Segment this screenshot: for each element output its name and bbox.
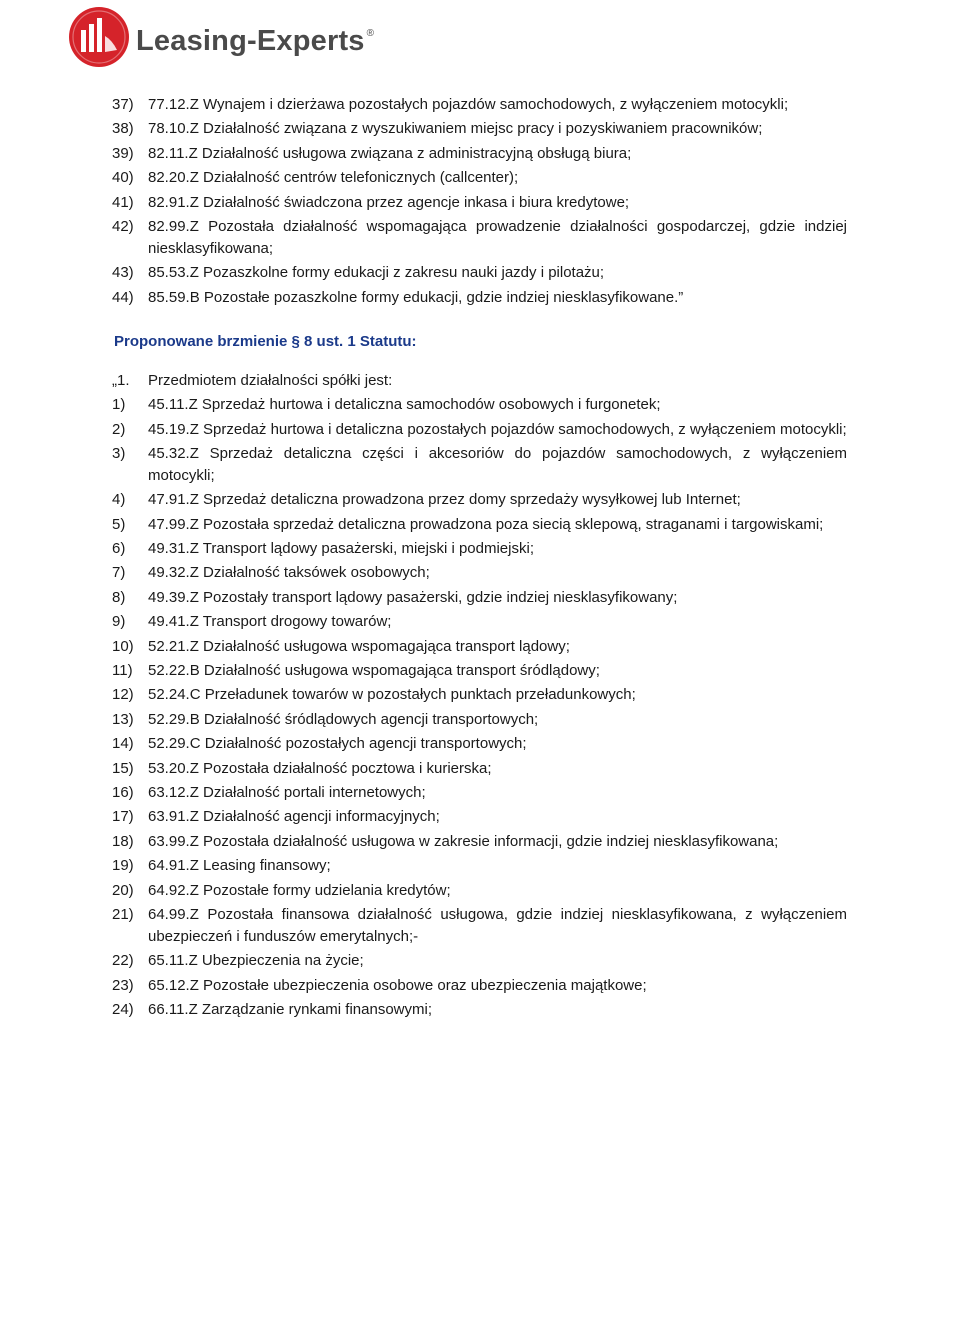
list-item-text: 45.32.Z Sprzedaż detaliczna części i akcesoriów do pojazdów samochodowych, z wyłączeniem motocykli; — [148, 444, 847, 484]
list-item-number: 12) — [112, 686, 134, 704]
list-item — [112, 950, 847, 972]
list-item — [112, 216, 847, 260]
list-item — [112, 514, 847, 536]
list-item-text: 49.41.Z Transport drogowy towarów; — [148, 613, 392, 631]
list-item — [112, 831, 847, 853]
list-item-text: 49.31.Z Transport lądowy pasażerski, miejski i podmiejski; — [148, 540, 534, 558]
list-item-number: 13) — [112, 710, 134, 728]
list-item — [112, 855, 847, 877]
document-body — [112, 94, 847, 1024]
list-item-number: 16) — [112, 783, 134, 801]
list-item-text: 64.99.Z Pozostała finansowa działalność usługowa, gdzie indziej niesklasyfikowana, z wyłączeniem ubezpieczeń i funduszów emerytalnych;- — [148, 905, 847, 945]
list-item — [112, 287, 847, 309]
list-item — [112, 999, 847, 1021]
intro-number: „1. — [112, 371, 130, 389]
list-item-text: 64.91.Z Leasing finansowy; — [148, 857, 331, 875]
list-item-number: 5) — [112, 515, 126, 533]
list-item — [112, 758, 847, 780]
list-item-text: 47.99.Z Pozostała sprzedaż detaliczna prowadzona poza siecią sklepową, straganami i targowiskami; — [148, 515, 824, 533]
list-item — [112, 684, 847, 706]
list-item-text: 65.11.Z Ubezpieczenia na życie; — [148, 952, 364, 970]
list-item-number: 24) — [112, 1001, 134, 1019]
pkd-list-continued — [112, 94, 847, 309]
section-heading: Proponowane brzmienie § 8 ust. 1 Statutu: — [114, 332, 417, 350]
list-item-number: 1) — [112, 396, 126, 414]
list-item-text: 82.11.Z Działalność usługowa związana z administracyjną obsługą biura; — [148, 144, 632, 162]
list-item-number: 9) — [112, 613, 126, 631]
list-item-number: 4) — [112, 491, 126, 509]
list-item-number: 17) — [112, 808, 134, 826]
list-item — [112, 904, 847, 948]
list-item-text: 52.21.Z Działalność usługowa wspomagająca transport lądowy; — [148, 637, 570, 655]
list-item-number: 41) — [112, 193, 134, 211]
list-item — [112, 733, 847, 755]
list-item — [112, 94, 847, 116]
list-item-number: 40) — [112, 169, 134, 187]
list-item-number: 14) — [112, 735, 134, 753]
list-item — [112, 538, 847, 560]
logo-text: Leasing-Experts ® — [136, 24, 375, 57]
list-item-text: 85.53.Z Pozaszkolne formy edukacji z zakresu nauki jazdy i pilotażu; — [148, 264, 605, 282]
list-item-number: 42) — [112, 217, 134, 235]
list-item — [112, 660, 847, 682]
list-item-text: 52.29.C Działalność pozostałych agencji transportowych; — [148, 735, 527, 753]
list-item — [112, 975, 847, 997]
list-item-number: 10) — [112, 637, 134, 655]
logo — [68, 6, 374, 68]
list-item-text: 63.12.Z Działalność portali internetowych; — [148, 783, 426, 801]
list-item-number: 38) — [112, 120, 134, 138]
list-item-number: 39) — [112, 144, 134, 162]
list-item — [112, 806, 847, 828]
list-item — [112, 562, 847, 584]
list-item-number: 6) — [112, 540, 126, 558]
list-item — [112, 709, 847, 731]
list-item — [112, 489, 847, 511]
list-item-text: 63.91.Z Działalność agencji informacyjnych; — [148, 808, 440, 826]
list-item-text: 52.24.C Przeładunek towarów w pozostałych punktach przeładunkowych; — [148, 686, 636, 704]
list-item-text: 78.10.Z Działalność związana z wyszukiwaniem miejsc pracy i pozyskiwaniem pracowników; — [148, 120, 763, 138]
list-item-text: 64.92.Z Pozostałe formy udzielania kredytów; — [148, 881, 451, 899]
list-item-number: 8) — [112, 588, 126, 606]
intro-line — [112, 370, 847, 392]
list-item — [112, 143, 847, 165]
list-item — [112, 587, 847, 609]
list-item-number: 3) — [112, 444, 126, 462]
list-item-number: 21) — [112, 905, 134, 923]
list-item — [112, 443, 847, 487]
list-item — [112, 167, 847, 189]
list-item-text: 49.39.Z Pozostały transport lądowy pasażerski, gdzie indziej niesklasyfikowany; — [148, 588, 678, 606]
list-item-text: 52.29.B Działalność śródlądowych agencji transportowych; — [148, 710, 539, 728]
list-item-text: 77.12.Z Wynajem i dzierżawa pozostałych pojazdów samochodowych, z wyłączeniem motocykli; — [148, 96, 789, 113]
list-item-number: 7) — [112, 564, 126, 582]
list-item-number: 43) — [112, 264, 134, 282]
pkd-list-proposed — [112, 394, 847, 1021]
list-item-text: 63.99.Z Pozostała działalność usługowa w zakresie informacji, gdzie indziej niesklasyfikowana; — [148, 832, 779, 850]
list-item-text: 82.91.Z Działalność świadczona przez agencje inkasa i biura kredytowe; — [148, 193, 630, 211]
list-item-text: 53.20.Z Pozostała działalność pocztowa i kurierska; — [148, 759, 492, 777]
list-item — [112, 782, 847, 804]
list-item — [112, 611, 847, 633]
list-item-text: 49.32.Z Działalność taksówek osobowych; — [148, 564, 430, 582]
list-item-text: 65.12.Z Pozostałe ubezpieczenia osobowe oraz ubezpieczenia majątkowe; — [148, 976, 647, 994]
list-item-number: 18) — [112, 832, 134, 850]
list-item-number: 2) — [112, 420, 126, 438]
list-item-number: 15) — [112, 759, 134, 777]
list-item — [112, 118, 847, 140]
list-item — [112, 192, 847, 214]
list-item — [112, 880, 847, 902]
list-item-text: 52.22.B Działalność usługowa wspomagająca transport śródlądowy; — [148, 662, 600, 680]
list-item-number: 23) — [112, 976, 134, 994]
list-item-text: 85.59.B Pozostałe pozaszkolne formy edukacji, gdzie indziej niesklasyfikowane.” — [148, 288, 684, 306]
list-item-number: 11) — [112, 662, 133, 680]
list-item — [112, 394, 847, 416]
list-item-number: 20) — [112, 881, 134, 899]
intro-text: Przedmiotem działalności spółki jest: — [148, 371, 393, 389]
list-item — [112, 636, 847, 658]
list-item-number: 22) — [112, 952, 134, 970]
list-item-number: 37) — [112, 96, 134, 113]
list-item — [112, 262, 847, 284]
list-item-number: 44) — [112, 288, 134, 306]
list-item-number: 19) — [112, 857, 134, 875]
list-item-text: 45.19.Z Sprzedaż hurtowa i detaliczna pozostałych pojazdów samochodowych, z wyłączeniem motocykli; — [148, 420, 847, 438]
list-item-text: 47.91.Z Sprzedaż detaliczna prowadzona przez domy sprzedaży wysyłkowej lub Internet; — [148, 491, 741, 509]
list-item-text: 82.20.Z Działalność centrów telefonicznych (callcenter); — [148, 169, 519, 187]
list-item — [112, 419, 847, 441]
list-item-text: 66.11.Z Zarządzanie rynkami finansowymi; — [148, 1001, 433, 1019]
list-item-text: 82.99.Z Pozostała działalność wspomagająca prowadzenie działalności gospodarczej, gdzie indziej niesklasyfikowana; — [148, 217, 847, 257]
leasing-experts-logo-icon — [68, 6, 130, 68]
list-item-text: 45.11.Z Sprzedaż hurtowa i detaliczna samochodów osobowych i furgonetek; — [148, 396, 661, 414]
